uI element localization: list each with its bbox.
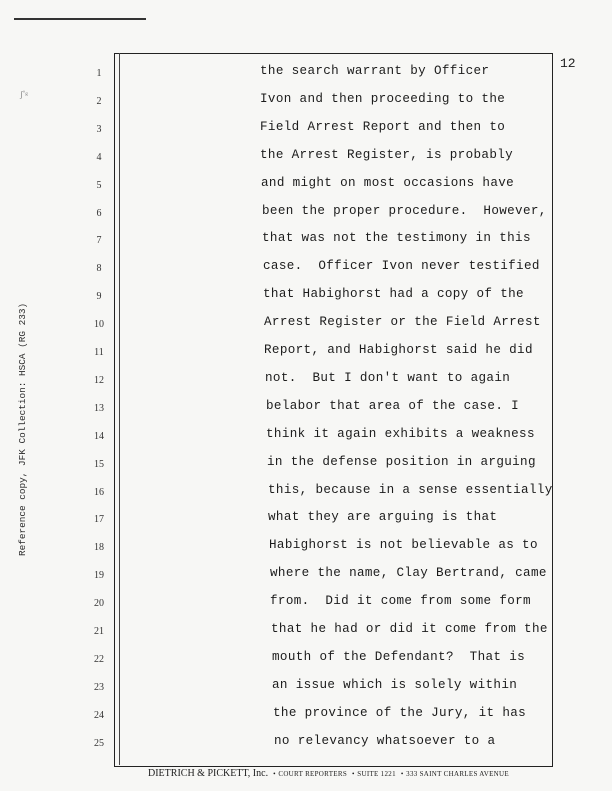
top-rule	[14, 18, 146, 20]
line-number: 11	[94, 347, 104, 358]
footer-address: 333 SAINT CHARLES AVENUE	[406, 770, 509, 778]
line-number: 23	[94, 681, 104, 693]
archive-stamp	[14, 266, 34, 556]
line-number: 1	[96, 68, 102, 79]
line-number: 9	[96, 291, 102, 303]
transcript-line: the Arrest Register, is probably	[260, 147, 514, 162]
footer-suite: SUITE 1221	[357, 770, 396, 778]
transcript-line: the province of the Jury, it has	[273, 705, 527, 720]
line-number: 19	[94, 570, 104, 582]
footer-firm: DIETRICH & PICKETT, Inc.	[148, 768, 269, 779]
line-number: 18	[94, 542, 104, 554]
line-number: 22	[94, 653, 104, 665]
footer-separator: •	[273, 770, 276, 778]
transcript-line: and might on most occasions have	[261, 175, 515, 190]
footer-separator: •	[400, 770, 404, 778]
line-number: 14	[94, 430, 104, 442]
line-number: 10	[94, 319, 104, 331]
transcript-line: where the name, Clay Bertrand, came	[270, 566, 547, 581]
line-number: 12	[94, 374, 104, 386]
page-footer	[148, 768, 509, 779]
footer-service: COURT REPORTERS	[278, 770, 348, 778]
page-number: 12	[560, 56, 576, 71]
footer-separator: •	[352, 770, 355, 778]
line-number: 17	[94, 514, 104, 526]
transcript-line: think it again exhibits a weakness	[266, 426, 535, 441]
line-number: 6	[96, 207, 102, 219]
line-number: 7	[96, 235, 102, 247]
line-number: 15	[94, 458, 104, 470]
transcript-line: from. Did it come from some form	[270, 594, 531, 609]
line-number: 25	[94, 737, 104, 749]
transcript-line: that was not the testimony in this	[262, 231, 531, 246]
line-number: 8	[96, 263, 102, 275]
margin-mark: ʃ˚ᵍ	[20, 90, 28, 99]
transcript-line: Field Arrest Report and then to	[260, 119, 506, 134]
transcript-line: this, because in a sense essentially	[268, 482, 553, 497]
line-number: 16	[94, 486, 104, 498]
line-number: 3	[96, 123, 102, 135]
page-frame-inner-rule	[119, 53, 120, 765]
line-number: 2	[96, 95, 102, 107]
line-number: 13	[94, 402, 104, 414]
transcript-line: not. But I don't want to again	[265, 370, 511, 385]
transcript-line: that he had or did it come from the	[271, 622, 548, 636]
transcript-line: been the proper procedure. However,	[262, 203, 547, 218]
line-number: 5	[96, 179, 102, 191]
transcript-line: Report, and Habighorst said he did	[264, 343, 533, 357]
transcript-line: Ivon and then proceeding to the	[260, 91, 506, 106]
transcript-line: what they are arguing is that	[268, 510, 498, 525]
transcript-line: no relevancy whatsoever to a	[274, 733, 496, 748]
line-number: 20	[94, 598, 104, 610]
line-number: 24	[94, 709, 104, 721]
transcript-line: that Habighorst had a copy of the	[263, 287, 524, 302]
transcript-line: Arrest Register or the Field Arrest	[264, 315, 541, 330]
transcript-line: belabor that area of the case. I	[266, 398, 520, 413]
archive-stamp-text: Reference copy, JFK Collection: HSCA (RG 233)	[17, 302, 28, 556]
transcript-line: mouth of the Defendant? That is	[272, 649, 526, 664]
transcript-line: Habighorst is not believable as to	[269, 538, 538, 553]
transcript-line: an issue which is solely within	[272, 677, 518, 692]
line-number: 21	[94, 626, 104, 637]
line-number: 4	[96, 151, 102, 163]
transcript-line: case. Officer Ivon never testified	[263, 259, 540, 274]
transcript-line: in the defense position in arguing	[267, 454, 536, 469]
transcript-line: the search warrant by Officer	[260, 64, 490, 78]
